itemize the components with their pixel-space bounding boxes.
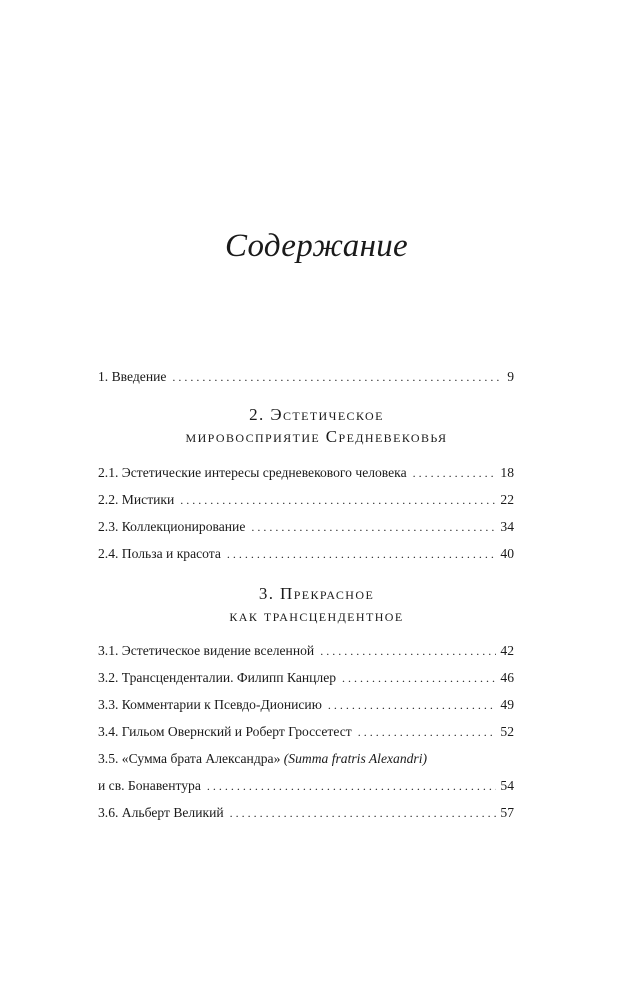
toc-entry-3-1[interactable] (98, 641, 514, 661)
dot-leader (342, 668, 496, 688)
dot-leader (251, 517, 496, 537)
dot-leader (358, 722, 497, 742)
dot-leader (328, 695, 497, 715)
toc-entry-1[interactable] (98, 367, 514, 387)
toc-page-number: 18 (500, 465, 514, 480)
dot-leader (230, 803, 497, 823)
toc-entry-number: 2.2. (98, 492, 119, 507)
toc-entry-label (98, 463, 407, 483)
toc-entry-number: 2.1. (98, 465, 119, 480)
toc-page-number: 42 (500, 643, 514, 658)
dot-leader (413, 463, 497, 483)
toc-entry-label (98, 517, 245, 537)
section-3-heading-line1: 3. Прекрасное (258, 584, 375, 603)
toc-entry-number: 3.3. (98, 697, 119, 712)
toc-entry-label (98, 490, 174, 510)
toc-entry-number: 3.1. (98, 643, 119, 658)
toc-entry-3-2[interactable] (98, 668, 514, 688)
toc-page-number: 40 (500, 546, 514, 561)
toc-entry-number: 1. (98, 369, 109, 384)
toc-page-number: 54 (500, 778, 514, 793)
dot-leader (227, 544, 496, 564)
toc-entry-label (98, 722, 352, 742)
toc-entry-3-5-continuation[interactable] (98, 776, 514, 796)
toc-page-number: 34 (500, 519, 514, 534)
section-3-heading-line2: как трансцендентное (229, 606, 404, 625)
toc-page-number: 46 (500, 670, 514, 685)
toc-page-number: 52 (500, 724, 514, 739)
section-2-heading-line2: мировосприятие Средневековья (185, 427, 448, 446)
toc-entry-3-3[interactable] (98, 695, 514, 715)
toc-entry-label (98, 367, 166, 387)
toc-entry-title: «Сумма брата Александра» (121, 751, 281, 766)
toc-page-number: 57 (500, 805, 514, 820)
section-2-heading-line1: 2. Эстетическое (249, 405, 384, 424)
toc-entry-label (98, 544, 221, 564)
toc-entry-title: Коллекционирование (121, 519, 246, 534)
toc-entry-label (98, 641, 314, 661)
dot-leader (207, 776, 497, 796)
section-2-heading (0, 404, 633, 448)
toc-entry-title-italic: (Summa fratris Alexandri) (283, 751, 428, 766)
toc-page-number: 9 (507, 369, 514, 384)
dot-leader (180, 490, 496, 510)
toc-entry-number: 3.5. (98, 751, 119, 766)
toc-entry-2-2[interactable] (98, 490, 514, 510)
toc-entry-title: Эстетические интересы средневекового человека (121, 465, 407, 480)
toc-entry-number: 3.2. (98, 670, 119, 685)
toc-page-number: 49 (500, 697, 514, 712)
toc-entry-number: 2.4. (98, 546, 119, 561)
toc-entry-title-cont: и св. Бонавентура (98, 778, 201, 793)
toc-entry-title: Введение (111, 369, 167, 384)
dot-leader (320, 641, 496, 661)
toc-entry-title: Альберт Великий (121, 805, 224, 820)
toc-entry-title: Трансценденталии. Филипп Канцлер (121, 670, 337, 685)
toc-entry-number: 3.6. (98, 805, 119, 820)
toc-page-number: 22 (500, 492, 514, 507)
toc-entry-title: Гильом Овернский и Роберт Гроссетест (121, 724, 352, 739)
toc-entry-2-3[interactable] (98, 517, 514, 537)
toc-entry-3-5[interactable] (98, 749, 514, 769)
dot-leader (172, 367, 503, 387)
toc-entry-label (98, 668, 336, 688)
toc-entry-title: Мистики (121, 492, 175, 507)
toc-entry-label (98, 695, 322, 715)
toc-title: Содержание (224, 228, 408, 264)
toc-entry-label (98, 803, 224, 823)
section-3-heading (0, 583, 633, 627)
toc-entry-2-4[interactable] (98, 544, 514, 564)
toc-entry-title: Польза и красота (121, 546, 221, 561)
toc-entry-3-4[interactable] (98, 722, 514, 742)
toc-entry-3-6[interactable] (98, 803, 514, 823)
toc-entry-number: 3.4. (98, 724, 119, 739)
toc-entry-2-1[interactable] (98, 463, 514, 483)
toc-entry-number: 2.3. (98, 519, 119, 534)
toc-entry-title: Эстетическое видение вселенной (121, 643, 315, 658)
toc-entry-title: Комментарии к Псевдо-Дионисию (121, 697, 322, 712)
